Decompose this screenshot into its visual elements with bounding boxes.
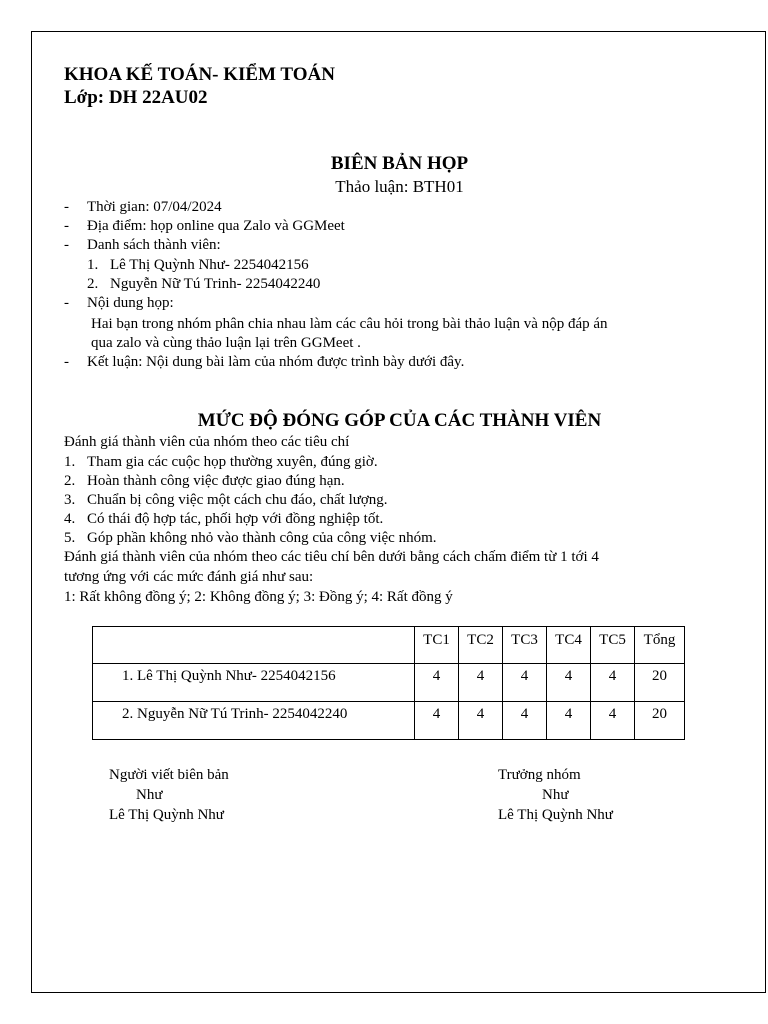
signature-mark: Như xyxy=(542,787,569,803)
member-item: Nguyễn Nữ Tú Trinh- 2254042240 xyxy=(110,276,321,292)
signature-mark: Như xyxy=(136,787,163,803)
member-name-cell: 2. Nguyễn Nữ Tú Trinh- 2254042240 xyxy=(93,702,415,740)
criteria-intro: Đánh giá thành viên của nhóm theo các tiêu chí xyxy=(64,434,350,450)
criteria-number: 4. xyxy=(64,511,76,527)
content-label: Nội dung họp: xyxy=(87,295,174,311)
total-cell: 20 xyxy=(635,702,685,740)
header-cell: TC1 xyxy=(415,627,459,664)
member-number: 2. xyxy=(87,276,99,292)
content-text-line: Hai bạn trong nhóm phân chia nhau làm các câu hỏi trong bài thảo luận và nộp đáp án xyxy=(91,316,608,332)
criteria-item: Tham gia các cuộc họp thường xuyên, đúng giờ. xyxy=(87,454,378,470)
bullet-dash: - xyxy=(64,218,69,234)
members-label: Danh sách thành viên: xyxy=(87,237,221,253)
bullet-dash: - xyxy=(64,354,69,370)
signer-name: Lê Thị Quỳnh Như xyxy=(498,807,613,823)
score-cell: 4 xyxy=(415,702,459,740)
scale-text-line: tương ứng với các mức đánh giá như sau: xyxy=(64,569,314,585)
score-cell: 4 xyxy=(591,702,635,740)
score-cell: 4 xyxy=(415,664,459,702)
table-row xyxy=(93,664,685,702)
member-number: 1. xyxy=(87,257,99,273)
signer-role: Người viết biên bản xyxy=(109,767,229,783)
department-heading: KHOA KẾ TOÁN- KIỂM TOÁN xyxy=(64,64,335,85)
signer-role: Trưởng nhóm xyxy=(498,767,581,783)
table-row xyxy=(93,702,685,740)
content-text-line: qua zalo và cùng thảo luận lại trên GGMeet . xyxy=(91,335,361,351)
criteria-number: 5. xyxy=(64,530,76,546)
bullet-dash: - xyxy=(64,237,69,253)
criteria-item: Góp phần không nhỏ vào thành công của công việc nhóm. xyxy=(87,530,437,546)
scale-text-line: Đánh giá thành viên của nhóm theo các tiêu chí bên dưới bằng cách chấm điểm từ 1 tới 4 xyxy=(64,549,599,565)
criteria-item: Hoàn thành công việc được giao đúng hạn. xyxy=(87,473,345,489)
signer-name: Lê Thị Quỳnh Như xyxy=(109,807,224,823)
score-cell: 4 xyxy=(459,702,503,740)
meeting-time: Thời gian: 07/04/2024 xyxy=(87,199,222,215)
score-cell: 4 xyxy=(547,664,591,702)
score-cell: 4 xyxy=(503,664,547,702)
meeting-place: Địa điểm: họp online qua Zalo và GGMeet xyxy=(87,218,345,234)
table-header-row xyxy=(93,627,685,664)
class-heading: Lớp: DH 22AU02 xyxy=(64,87,208,108)
score-cell: 4 xyxy=(459,664,503,702)
header-cell: TC4 xyxy=(547,627,591,664)
score-cell: 4 xyxy=(591,664,635,702)
member-item: Lê Thị Quỳnh Như- 2254042156 xyxy=(110,257,309,273)
score-table xyxy=(92,626,685,740)
header-cell-empty xyxy=(93,627,415,664)
section-title: MỨC ĐỘ ĐÓNG GÓP CỦA CÁC THÀNH VIÊN xyxy=(197,410,602,431)
criteria-number: 3. xyxy=(64,492,76,508)
score-cell: 4 xyxy=(503,702,547,740)
conclusion-text: Kết luận: Nội dung bài làm của nhóm được trình bày dưới đây. xyxy=(87,354,465,370)
criteria-number: 2. xyxy=(64,473,76,489)
criteria-item: Có thái độ hợp tác, phối hợp với đồng nghiệp tốt. xyxy=(87,511,384,527)
header-cell-total: Tổng xyxy=(635,627,685,664)
scale-legend: 1: Rất không đồng ý; 2: Không đồng ý; 3: Đồng ý; 4: Rất đồng ý xyxy=(64,589,453,605)
document-title: BIÊN BẢN HỌP xyxy=(330,153,469,174)
header-cell: TC2 xyxy=(459,627,503,664)
score-cell: 4 xyxy=(547,702,591,740)
header-cell: TC5 xyxy=(591,627,635,664)
criteria-number: 1. xyxy=(64,454,76,470)
header-cell: TC3 xyxy=(503,627,547,664)
member-name-cell: 1. Lê Thị Quỳnh Như- 2254042156 xyxy=(93,664,415,702)
bullet-dash: - xyxy=(64,295,69,311)
total-cell: 20 xyxy=(635,664,685,702)
document-page xyxy=(31,31,766,993)
bullet-dash: - xyxy=(64,199,69,215)
criteria-item: Chuẩn bị công việc một cách chu đáo, chất lượng. xyxy=(87,492,388,508)
document-subtitle: Thảo luận: BTH01 xyxy=(335,177,464,196)
